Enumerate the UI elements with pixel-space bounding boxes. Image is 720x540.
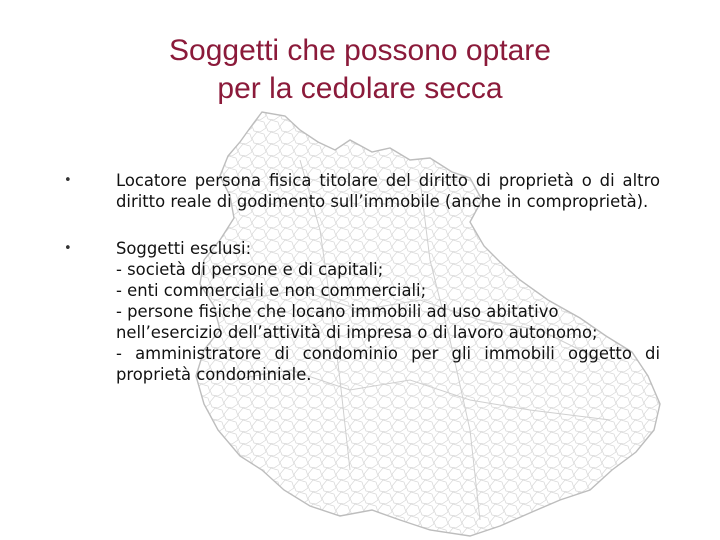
bullet-text-eligible: Locatore persona fisica titolare del diritto di proprietà o di altro diritto reale di godimento sull’immobile (anche in comproprietà). bbox=[116, 171, 660, 211]
excluded-item-persone-fisiche: - persone fisiche che locano immobili ad uso abitativo nell’esercizio dell’attività di impresa o di lavoro autonomo; bbox=[116, 302, 598, 342]
excluded-item-amministratore: - amministratore di condominio per gli immobili oggetto di proprietà condominiale. bbox=[116, 344, 660, 384]
bullet-dot-icon: • bbox=[64, 173, 72, 188]
bullet-list bbox=[56, 170, 660, 411]
excluded-heading: Soggetti esclusi: bbox=[116, 239, 252, 258]
excluded-item-enti: - enti commerciali e non commerciali; bbox=[116, 281, 427, 300]
bullet-item-excluded bbox=[56, 238, 660, 385]
bullet-dot-icon: • bbox=[64, 241, 72, 256]
bullet-item-eligible bbox=[56, 170, 660, 212]
slide-title-line-2: per la cedolare secca bbox=[217, 72, 503, 105]
slide-title bbox=[0, 32, 720, 108]
excluded-item-societa: - società di persone e di capitali; bbox=[116, 260, 384, 279]
slide-title-line-1: Soggetti che possono optare bbox=[169, 34, 551, 67]
